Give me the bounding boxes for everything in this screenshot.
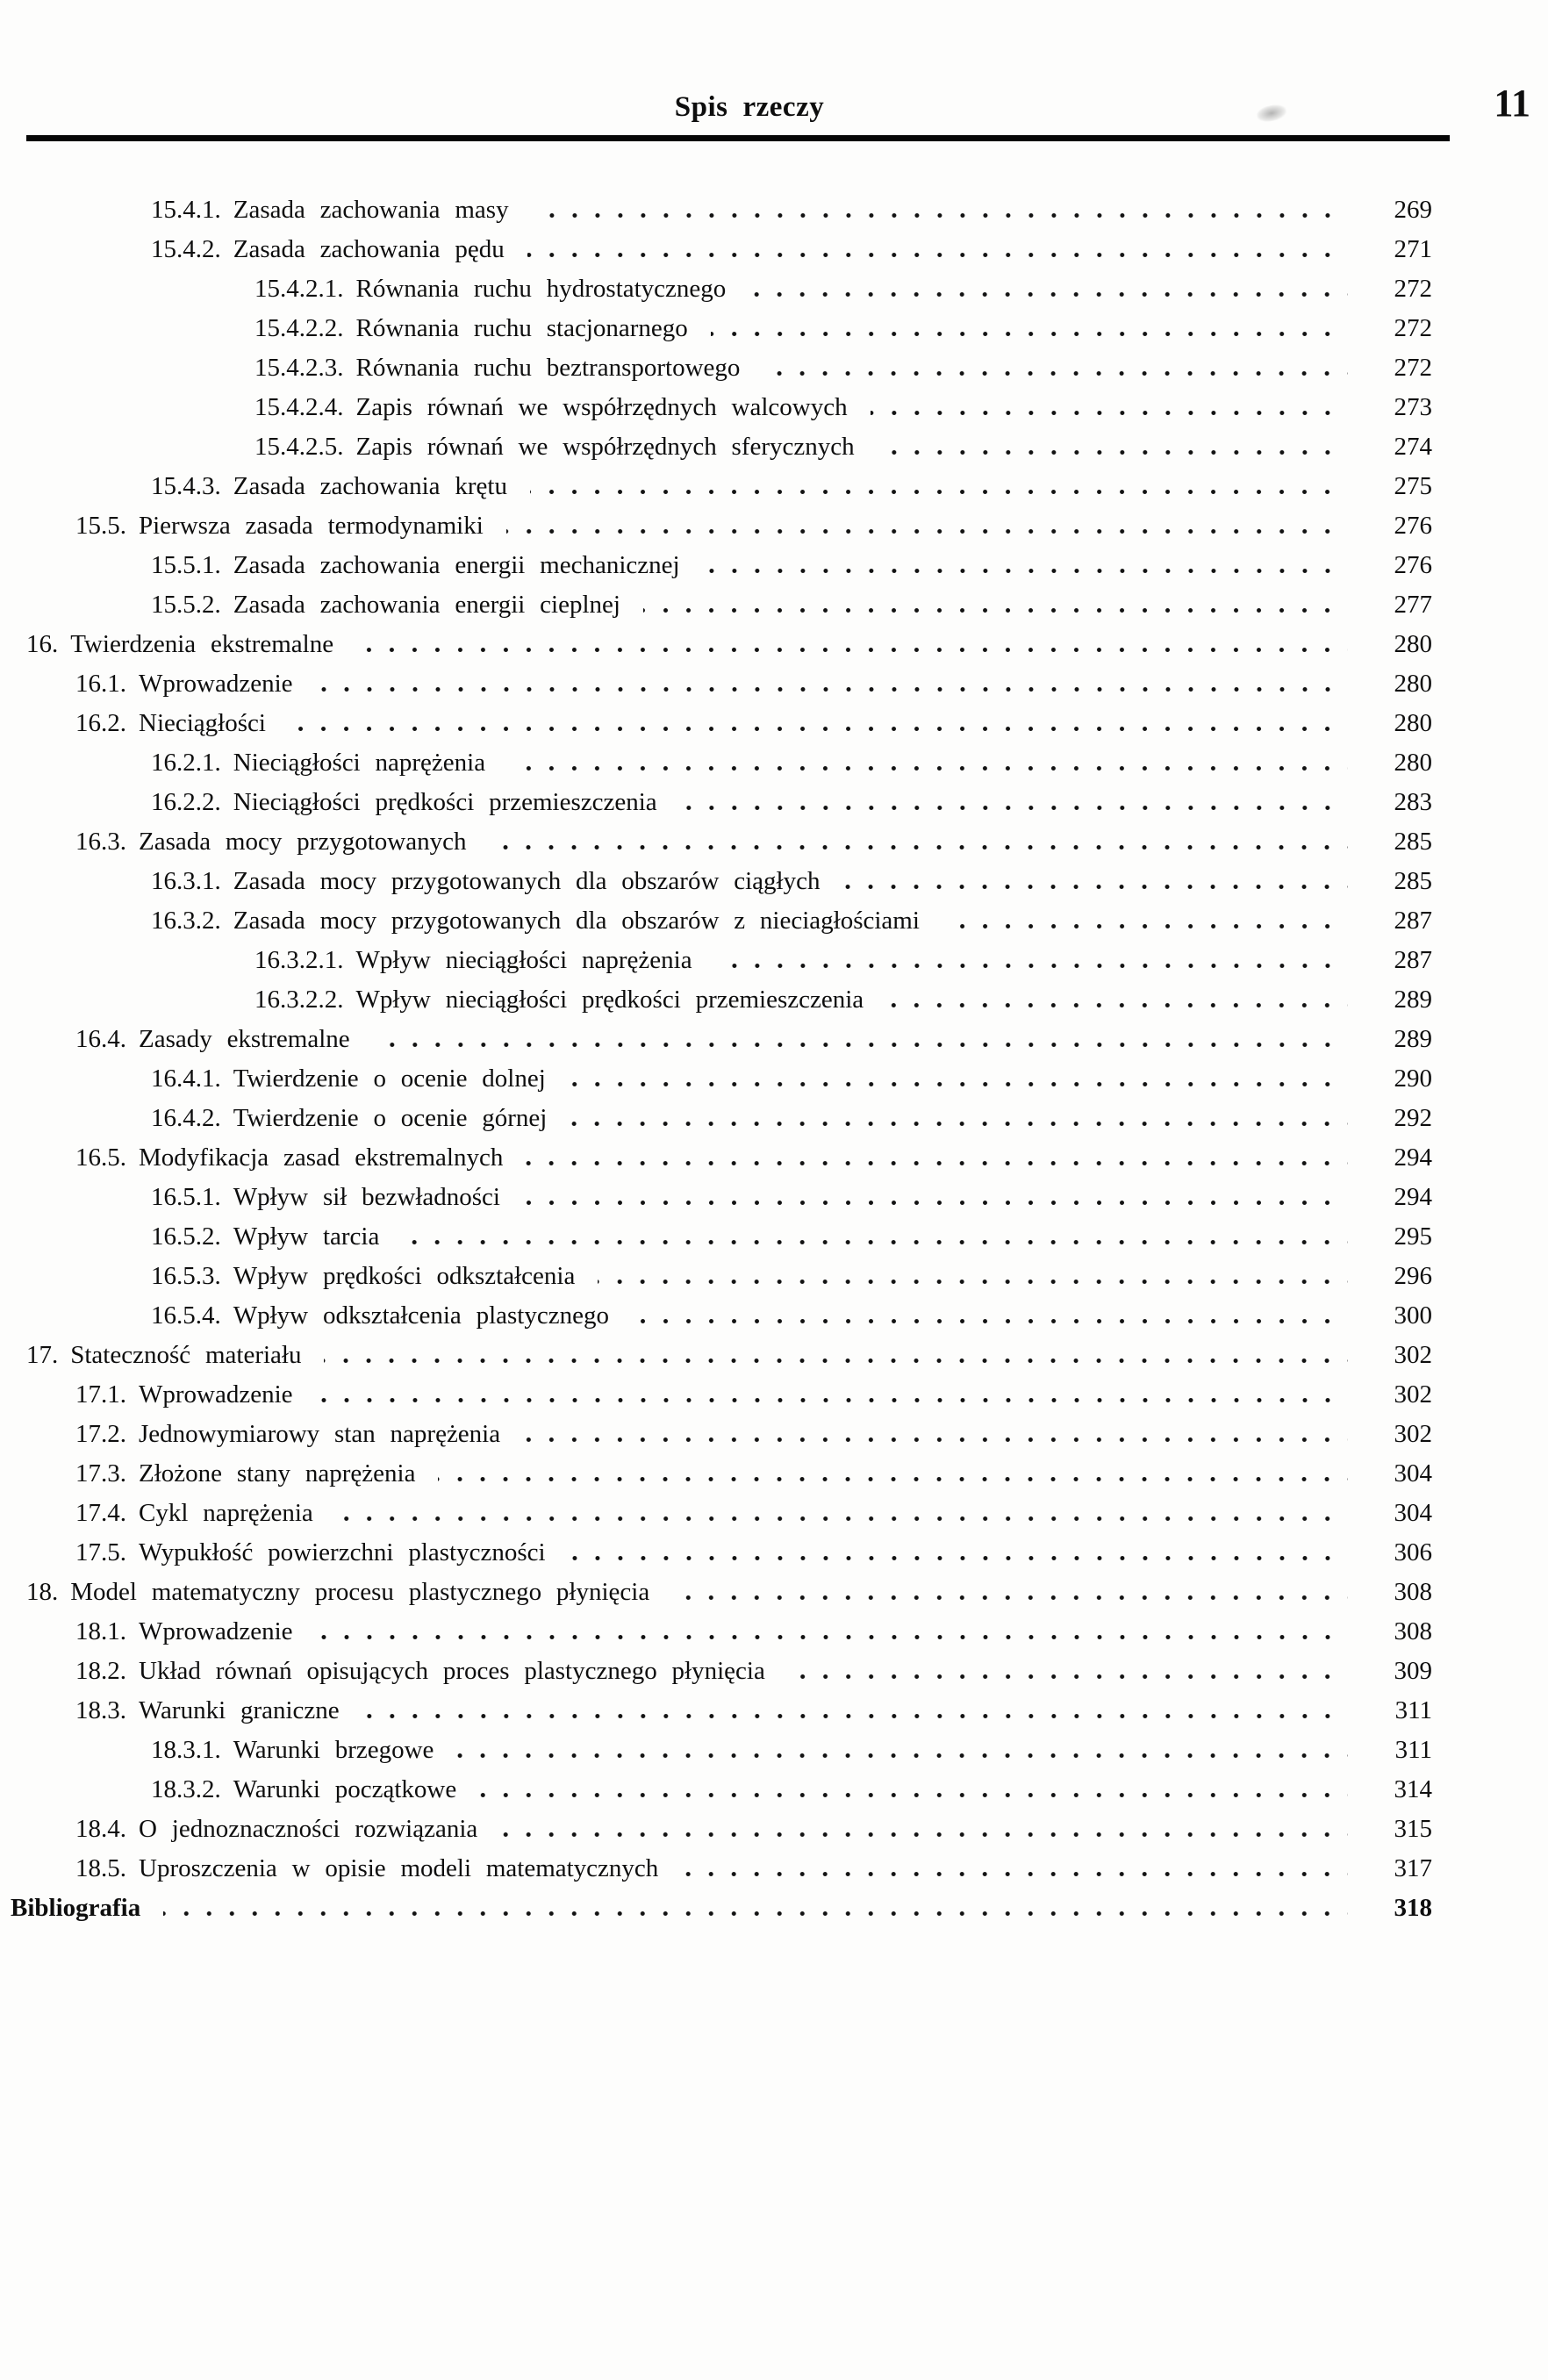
dot-leader [942,924,1348,928]
entry-page: 311 [1394,1736,1432,1764]
entry-page: 296 [1394,1262,1432,1290]
dot-leader [489,845,1348,849]
dot-leader [402,1240,1348,1244]
toc-entry [0,1375,1432,1415]
entry-title: Modyfikacja zasad ekstremalnych [139,1143,504,1172]
dot-leader [878,450,1348,455]
entry-title: Równania ruchu stacjonarnego [355,314,688,342]
entry-number: 17. [26,1341,59,1369]
toc-entry [0,1573,1432,1612]
entry-page: 295 [1394,1222,1432,1251]
toc-entry [0,1059,1432,1099]
dot-leader [316,1398,1348,1402]
entry-title: Zasada zachowania masy [233,196,509,224]
entry-number: 15.5.1. [151,551,221,579]
page-header [0,0,1548,124]
entry-title: Wypukłość powierzchni plastyczności [139,1538,546,1566]
toc-entry [0,625,1432,664]
entry-page: 280 [1394,670,1432,698]
toc-entry [0,585,1432,625]
dot-leader [749,292,1348,297]
entry-title: Uproszczenia w opisie modeli matematycznych [139,1854,659,1882]
dot-leader [871,411,1348,415]
toc-entry [0,190,1432,230]
dot-leader [362,1714,1348,1718]
entry-number: 18.3.1. [151,1736,221,1764]
entry-number: 17.1. [75,1380,126,1409]
dot-leader [532,213,1348,218]
entry-number: 16.5.4. [151,1301,221,1330]
dot-leader [316,1635,1348,1639]
entry-number: 16.2. [75,709,126,737]
toc-entry [0,1178,1432,1217]
entry-number: 15.4.2.2. [254,314,344,342]
entry-page: 274 [1394,433,1432,461]
entry-title: Cykl naprężenia [139,1499,313,1527]
toc-entry [0,664,1432,704]
entry-number: 17.4. [75,1499,126,1527]
entry-title: Nieciągłości [139,709,266,737]
entry-page: 277 [1394,591,1432,619]
dot-leader [527,253,1348,257]
entry-title: Zasada zachowania pędu [233,235,505,263]
entry-title: Bibliografia [11,1894,141,1922]
toc-entry [0,1770,1432,1810]
entry-title: O jednoznaczności rozwiązania [139,1815,478,1843]
entry-title: Wpływ nieciągłości prędkości przemieszczenia [355,986,864,1014]
entry-title: Równania ruchu hydrostatycznego [355,275,727,303]
entry-page: 290 [1394,1065,1432,1093]
toc-entry [0,269,1432,309]
dot-leader [479,1793,1348,1797]
page-title: Spis rzeczy [674,91,825,123]
toc-entry [0,467,1432,506]
dot-leader [324,1358,1348,1363]
dot-leader [632,1319,1348,1323]
entry-title: Zasady ekstremalne [139,1025,350,1053]
toc-entry [0,1296,1432,1336]
entry-page: 280 [1394,749,1432,777]
toc-entry [0,506,1432,546]
entry-number: 18.3. [75,1696,126,1724]
toc-entry [0,1731,1432,1770]
toc-entry [0,1336,1432,1375]
entry-number: 17.5. [75,1538,126,1566]
entry-number: 18.1. [75,1617,126,1645]
entry-title: Stateczność materiału [70,1341,302,1369]
entry-number: 16.5.2. [151,1222,221,1251]
entry-title: Wprowadzenie [139,670,293,698]
entry-title: Twierdzenia ekstremalne [70,630,334,658]
entry-title: Twierdzenie o ocenie górnej [233,1104,548,1132]
entry-number: 18.2. [75,1657,126,1685]
entry-title: Zapis równań we współrzędnych walcowych [355,393,848,421]
entry-number: 16.4.1. [151,1065,221,1093]
toc-entry [0,941,1432,980]
entry-page: 289 [1394,1025,1432,1053]
entry-title: Warunki brzegowe [233,1736,434,1764]
dot-leader [163,1911,1348,1916]
toc-entry [0,1849,1432,1889]
entry-page: 304 [1394,1459,1432,1488]
entry-number: 15.5.2. [151,591,221,619]
entry-number: 16.5.3. [151,1262,221,1290]
entry-page: 304 [1394,1499,1432,1527]
entry-title: Wpływ tarcia [233,1222,380,1251]
dot-leader [788,1674,1348,1679]
entry-title: Zasada zachowania energii cieplnej [233,591,620,619]
dot-leader [526,1161,1348,1165]
entry-number: 16.3. [75,828,126,856]
dot-leader [530,490,1348,494]
toc-list [0,190,1548,1928]
entry-page: 318 [1394,1894,1432,1922]
entry-page: 294 [1394,1183,1432,1211]
entry-title: Wprowadzenie [139,1617,293,1645]
dot-leader [598,1280,1348,1284]
dot-leader [643,608,1348,613]
toc-entry [0,1612,1432,1652]
entry-page: 285 [1394,867,1432,895]
dot-leader [569,1556,1348,1560]
entry-page: 289 [1394,986,1432,1014]
entry-title: Złożone stany naprężenia [139,1459,416,1488]
toc-entry [0,309,1432,348]
entry-number: 15.4.3. [151,472,221,500]
entry-page: 276 [1394,551,1432,579]
entry-title: Twierdzenie o ocenie dolnej [233,1065,546,1093]
entry-number: 16.4.2. [151,1104,221,1132]
dot-leader [438,1477,1348,1481]
entry-page: 302 [1394,1341,1432,1369]
toc-entry [0,980,1432,1020]
toc-entry [0,427,1432,467]
entry-number: 17.2. [75,1420,126,1448]
dot-leader [523,1201,1348,1205]
entry-number: 15.4.2. [151,235,221,263]
toc-entry [0,1257,1432,1296]
entry-number: 15.4.2.1. [254,275,344,303]
entry-title: Pierwsza zasada termodynamiki [139,512,484,540]
entry-title: Zasada mocy przygotowanych dla obszarów ciągłych [233,867,821,895]
entry-page: 309 [1394,1657,1432,1685]
toc-entry [0,1889,1432,1928]
dot-leader [356,648,1348,652]
entry-page: 272 [1394,314,1432,342]
toc-entry [0,743,1432,783]
dot-leader [316,687,1348,692]
toc-entry [0,1652,1432,1691]
entry-title: Zasada zachowania krętu [233,472,507,500]
entry-number: 15.4.2.3. [254,354,344,382]
dot-leader [456,1753,1348,1758]
dot-leader [842,885,1348,889]
dot-leader [763,371,1348,376]
dot-leader [506,529,1348,534]
toc-entry [0,1454,1432,1494]
entry-number: 15.4.1. [151,196,221,224]
entry-page: 308 [1394,1617,1432,1645]
entry-title: Zasada zachowania energii mechanicznej [233,551,680,579]
entry-number: 15.4.2.4. [254,393,344,421]
dot-leader [336,1516,1348,1521]
entry-page: 314 [1394,1775,1432,1803]
toc-entry [0,1099,1432,1138]
entry-page: 272 [1394,275,1432,303]
header-rule [26,135,1450,141]
dot-leader [289,727,1348,731]
entry-page: 287 [1394,946,1432,974]
entry-page: 280 [1394,709,1432,737]
entry-page: 273 [1394,393,1432,421]
entry-title: Wpływ prędkości odkształcenia [233,1262,576,1290]
entry-title: Zasada mocy przygotowanych dla obszarów z nieciagłościami [233,907,920,935]
toc-entry [0,862,1432,901]
entry-page: 302 [1394,1420,1432,1448]
dot-leader [508,766,1348,771]
dot-leader [680,806,1348,810]
dot-leader [715,964,1348,968]
entry-page: 285 [1394,828,1432,856]
entry-number: 16.3.2. [151,907,221,935]
entry-title: Nieciągłości prędkości przemieszczenia [233,788,657,816]
entry-page: 302 [1394,1380,1432,1409]
toc-entry [0,1691,1432,1731]
entry-number: 16.3.2.2. [254,986,344,1014]
entry-number: 16.5.1. [151,1183,221,1211]
entry-title: Wprowadzenie [139,1380,293,1409]
entry-number: 16.5. [75,1143,126,1172]
entry-title: Jednowymiarowy stan naprężenia [139,1420,501,1448]
entry-title: Wpływ sił bezwładności [233,1183,500,1211]
dot-leader [672,1595,1348,1600]
toc-entry [0,783,1432,822]
entry-page: 308 [1394,1578,1432,1606]
dot-leader [681,1872,1348,1876]
entry-number: 18. [26,1578,59,1606]
dot-leader [500,1832,1348,1837]
entry-number: 18.5. [75,1854,126,1882]
dot-leader [886,1003,1348,1007]
toc-entry [0,1217,1432,1257]
entry-page: 294 [1394,1143,1432,1172]
entry-number: 16.4. [75,1025,126,1053]
entry-title: Równania ruchu beztransportowego [355,354,741,382]
dot-leader [523,1437,1348,1442]
entry-number: 16.2.1. [151,749,221,777]
entry-title: Wpływ nieciągłości naprężenia [355,946,692,974]
toc-entry [0,822,1432,862]
entry-title: Układ równań opisujących proces plastycznego płynięcia [139,1657,765,1685]
toc-entry [0,1020,1432,1059]
entry-page: 283 [1394,788,1432,816]
entry-page: 272 [1394,354,1432,382]
entry-page: 292 [1394,1104,1432,1132]
toc-entry [0,546,1432,585]
entry-title: Wpływ odkształcenia plastycznego [233,1301,609,1330]
entry-number: 15.4.2.5. [254,433,344,461]
toc-entry [0,1138,1432,1178]
entry-title: Warunki początkowe [233,1775,457,1803]
toc-entry [0,1494,1432,1533]
dot-leader [569,1082,1348,1086]
dot-leader [703,569,1348,573]
entry-page: 300 [1394,1301,1432,1330]
toc-entry [0,388,1432,427]
dot-leader [373,1043,1348,1047]
entry-title: Nieciągłości naprężenia [233,749,486,777]
toc-entry [0,1533,1432,1573]
entry-title: Model matematyczny procesu plastycznego płynięcia [70,1578,650,1606]
toc-entry [0,230,1432,269]
entry-number: 18.4. [75,1815,126,1843]
entry-number: 18.3.2. [151,1775,221,1803]
entry-number: 17.3. [75,1459,126,1488]
entry-page: 280 [1394,630,1432,658]
toc-entry [0,348,1432,388]
entry-title: Warunki graniczne [139,1696,340,1724]
entry-page: 311 [1394,1696,1432,1724]
toc-entry [0,901,1432,941]
entry-number: 16. [26,630,59,658]
toc-entry [0,1415,1432,1454]
toc-entry [0,1810,1432,1849]
entry-number: 16.3.2.1. [254,946,344,974]
dot-leader [570,1122,1348,1126]
entry-title: Zapis równań we współrzędnych sferycznych [355,433,855,461]
entry-number: 15.5. [75,512,126,540]
entry-number: 16.2.2. [151,788,221,816]
entry-number: 16.3.1. [151,867,221,895]
entry-page: 276 [1394,512,1432,540]
entry-page: 275 [1394,472,1432,500]
dot-leader [711,332,1348,336]
entry-page: 287 [1394,907,1432,935]
folio-page-number: 11 [1494,82,1530,125]
entry-number: 16.1. [75,670,126,698]
entry-page: 269 [1394,196,1432,224]
entry-page: 317 [1394,1854,1432,1882]
entry-page: 315 [1394,1815,1432,1843]
entry-page: 306 [1394,1538,1432,1566]
entry-title: Zasada mocy przygotowanych [139,828,467,856]
entry-page: 271 [1394,235,1432,263]
toc-entry [0,704,1432,743]
